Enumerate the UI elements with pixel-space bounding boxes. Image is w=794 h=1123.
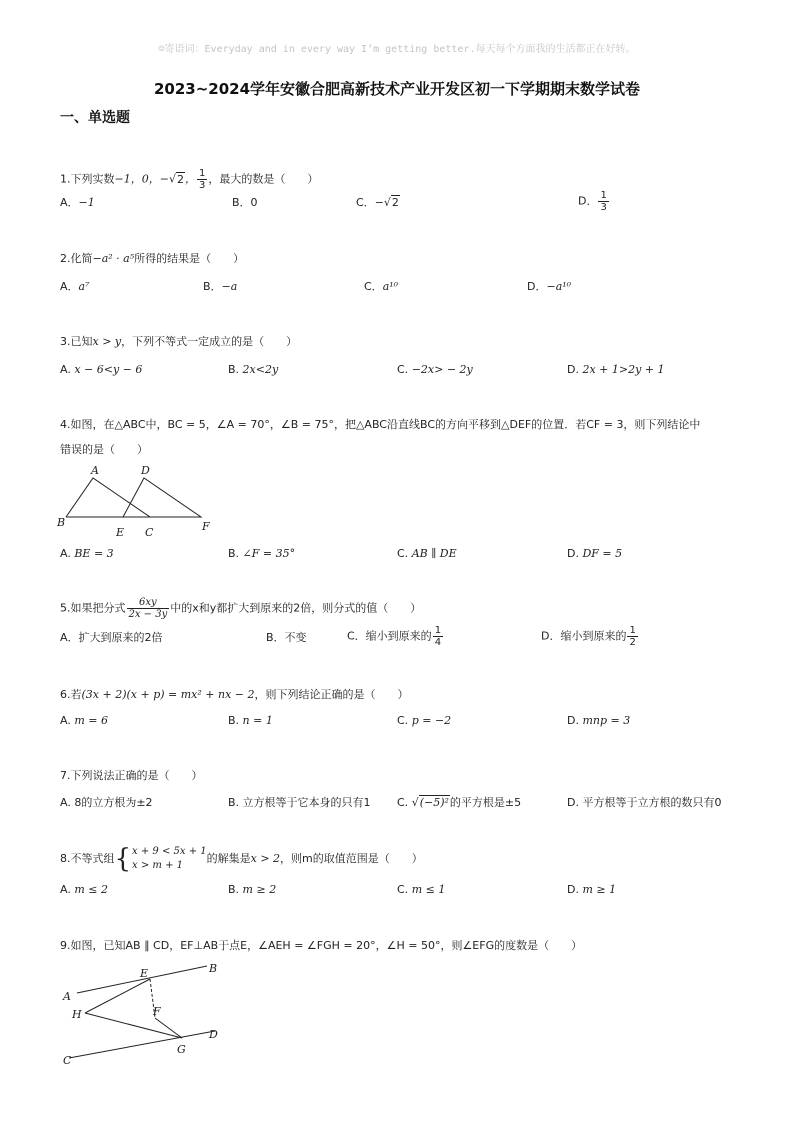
option-label: C．	[364, 280, 383, 293]
option-d[interactable]	[567, 714, 630, 728]
option-a[interactable]	[60, 796, 153, 810]
option-value: m ≤ 1	[411, 883, 446, 896]
option-label: D.	[567, 883, 583, 896]
fraction	[433, 625, 443, 648]
question-text: 所得的结果是（ ）	[134, 252, 245, 265]
option-a[interactable]	[60, 631, 163, 645]
option-value: ∠F = 35°	[242, 547, 296, 560]
option-label: D. 平方根等于立方根的数只有0	[567, 796, 722, 809]
figure-label-a: A	[91, 464, 99, 477]
fraction-numerator: 1	[434, 625, 442, 636]
triangle-translation-figure	[52, 460, 222, 542]
option-d[interactable]	[567, 796, 721, 810]
question-text: 下列实数	[70, 172, 115, 186]
option-value: 2x + 1>2y + 1	[582, 363, 665, 376]
question-text: 6.若	[60, 688, 82, 701]
option-label: C.	[397, 883, 412, 896]
option-b[interactable]	[266, 631, 307, 645]
math-expression: (3x + 2)(x + p) = mx² + nx − 2	[81, 688, 255, 701]
option-label: D．	[527, 280, 547, 293]
watermark-text: ☺寄语词：Everyday and in every way I’m getting better.每天每个方面我的生活都正在好转。	[158, 44, 636, 55]
option-b[interactable]	[228, 796, 371, 810]
fraction-denominator: 3	[198, 180, 206, 191]
sqrt-symbol: √	[168, 172, 176, 186]
option-a[interactable]	[60, 547, 114, 561]
option-c[interactable]	[397, 714, 451, 728]
line-cd	[69, 1031, 215, 1058]
question-number: 1.	[60, 172, 71, 186]
figure-label-d: D	[141, 464, 150, 477]
question-6	[60, 688, 409, 702]
question-5	[60, 597, 421, 620]
option-d[interactable]	[541, 625, 639, 648]
fraction-numerator: 1	[629, 625, 636, 636]
option-value: n = 1	[242, 714, 273, 727]
inequality-line-2: x > m + 1	[132, 860, 184, 871]
option-label: D．缩小到原来的	[541, 629, 627, 643]
option-label: B.	[228, 547, 243, 560]
option-value: a¹⁰	[382, 280, 399, 293]
figure-label-c: C	[145, 526, 154, 539]
option-value: DF = 5	[582, 547, 623, 560]
fraction	[598, 190, 608, 213]
sqrt-symbol: √	[411, 796, 419, 809]
fraction	[197, 168, 207, 191]
option-label: D．	[578, 194, 598, 208]
sqrt-symbol: √	[383, 196, 391, 209]
figure-label-f: F	[202, 520, 210, 533]
option-label: A.	[60, 547, 75, 560]
option-a[interactable]	[60, 883, 108, 897]
parallel-lines-figure	[55, 958, 235, 1070]
option-value: m ≥ 1	[582, 883, 617, 896]
inequality-line-1: x + 9 < 5x + 1	[132, 846, 207, 857]
option-value: −1	[78, 196, 95, 209]
option-c[interactable]	[397, 796, 521, 810]
figure-label-g: G	[177, 1043, 186, 1056]
option-a[interactable]	[60, 714, 108, 728]
option-value: m ≤ 2	[74, 883, 108, 896]
question-4-line-2: 错误的是（ ）	[60, 443, 148, 456]
option-value: a⁷	[78, 280, 90, 293]
option-label: D.	[567, 714, 583, 727]
option-label: B．不变	[266, 631, 307, 644]
option-label: C.	[397, 547, 412, 560]
option-b[interactable]	[228, 883, 276, 897]
minus-sign: −	[374, 196, 384, 209]
question-text: ，则下列结论正确的是（ ）	[254, 688, 409, 701]
option-label: A.	[60, 363, 75, 376]
question-text: 中的x和y都扩大到原来的2倍，则分式的值（ ）	[170, 601, 422, 615]
figure-label-a: A	[63, 990, 71, 1003]
option-value: BE = 3	[74, 547, 114, 560]
fraction-numerator: 1	[600, 190, 607, 201]
option-label: A.	[60, 883, 75, 896]
radicand: (−5)²	[419, 796, 449, 809]
option-label: C．缩小到原来的	[347, 629, 432, 643]
option-c[interactable]	[397, 363, 473, 377]
figure-label-e: E	[140, 967, 149, 980]
figure-label-b: B	[57, 516, 66, 529]
option-value: −2x> − 2y	[411, 363, 473, 376]
option-label: A．	[60, 280, 79, 293]
question-8	[60, 845, 423, 873]
question-7: 7.下列说法正确的是（ ）	[60, 769, 203, 782]
option-a[interactable]	[60, 363, 142, 377]
option-label: B.	[228, 714, 243, 727]
triangle-def	[123, 478, 201, 517]
option-c[interactable]	[397, 883, 445, 897]
fraction-denominator: 2	[629, 637, 636, 648]
question-text: 的解集是	[206, 852, 251, 865]
option-label: A．扩大到原来的2倍	[60, 631, 163, 644]
option-label: D.	[567, 363, 583, 376]
figure-label-f: F	[153, 1005, 161, 1018]
option-a[interactable]	[60, 196, 95, 210]
option-d[interactable]	[578, 190, 610, 213]
figure-label-e: E	[116, 526, 125, 539]
option-label: C.	[397, 363, 412, 376]
math-expression: −a² · a⁵	[92, 252, 135, 265]
option-label: C.	[397, 796, 412, 809]
fraction	[627, 625, 637, 648]
option-d[interactable]	[567, 547, 622, 561]
figure-label-b: B	[209, 962, 218, 975]
system-brace: {	[114, 844, 132, 874]
question-text: ，则m的取值范围是（ ）	[280, 852, 423, 865]
math-values: −1，0，	[114, 172, 160, 186]
fraction	[127, 597, 170, 620]
option-b[interactable]	[228, 714, 273, 728]
question-text: ，下列不等式一定成立的是（ ）	[121, 335, 298, 348]
option-label: A.	[60, 714, 75, 727]
option-d[interactable]	[527, 280, 571, 294]
option-b[interactable]	[228, 547, 295, 561]
option-label: D.	[567, 547, 583, 560]
option-text: 的平方根是±5	[449, 796, 522, 809]
question-4-line-1: 4.如图，在△ABC中，BC = 5，∠A = 70°，∠B = 75°，把△ABC沿直线BC的方向平移到△DEF的位置．若CF = 3，则下列结论中	[60, 418, 701, 431]
option-c[interactable]	[356, 196, 400, 210]
math-expression: x > 2	[250, 852, 281, 865]
option-c[interactable]	[397, 547, 457, 561]
question-text: 3.已知	[60, 335, 93, 348]
triangle-abc	[66, 478, 150, 517]
option-c[interactable]	[347, 625, 444, 648]
fraction-denominator: 4	[434, 637, 442, 648]
inequality-system	[132, 845, 207, 873]
option-label: C.	[397, 714, 412, 727]
question-3	[60, 335, 297, 349]
minus-sign: −	[159, 172, 169, 186]
option-label: B.	[228, 883, 243, 896]
option-c[interactable]	[364, 280, 398, 294]
question-2	[60, 252, 244, 266]
fraction-numerator: 6xy	[127, 597, 170, 609]
option-value: −a¹⁰	[546, 280, 572, 293]
option-value: mnp = 3	[582, 714, 631, 727]
fraction-denominator: 3	[600, 202, 607, 213]
segment-hg	[85, 1013, 182, 1038]
question-text: ，最大的数是（ ）	[208, 172, 319, 186]
radicand: 2	[391, 196, 399, 209]
option-b[interactable]	[203, 280, 237, 294]
section-heading: 一、单选题	[60, 110, 130, 126]
option-value: x − 6<y − 6	[74, 363, 143, 376]
question-text: 5.如果把分式	[60, 601, 126, 615]
figure-label-h: H	[72, 1008, 82, 1021]
option-value: m ≥ 2	[242, 883, 277, 896]
option-label: B．0	[232, 196, 258, 209]
option-value: −a	[221, 280, 238, 293]
question-1: 1.下列实数−1，0，−√2， $\frac{1}{3}$ ，最大的数是（ ）	[60, 168, 319, 191]
option-d[interactable]	[567, 883, 616, 897]
option-label: C．	[356, 196, 375, 209]
option-value: m = 6	[74, 714, 108, 727]
option-value: p = −2	[411, 714, 452, 727]
exam-title: 2023~2024学年安徽合肥高新技术产业开发区初一下学期期末数学试卷	[153, 80, 641, 98]
option-label: A. 8的立方根为±2	[60, 796, 153, 809]
option-label: B. 立方根等于它本身的只有1	[228, 796, 371, 809]
radicand: 2	[176, 172, 184, 186]
option-label: B．	[203, 280, 222, 293]
figure-label-d: D	[209, 1028, 218, 1041]
option-label: B.	[228, 363, 243, 376]
option-a[interactable]	[60, 280, 90, 294]
option-label: A．	[60, 196, 79, 209]
question-text: 2.化简	[60, 252, 93, 265]
option-value: AB ∥ DE	[411, 547, 457, 560]
option-value: 2x<2y	[242, 363, 279, 376]
option-b[interactable]	[228, 363, 278, 377]
question-text: 8.不等式组	[60, 852, 115, 865]
fraction-denominator: 2x − 3y	[128, 609, 168, 620]
question-9: 9.如图，已知AB ∥ CD，EF⊥AB于点E，∠AEH = ∠FGH = 20°，∠H = 50°，则∠EFG的度数是（ ）	[60, 939, 583, 952]
option-b[interactable]	[232, 196, 258, 210]
figure-label-c: C	[63, 1054, 72, 1067]
math-expression: x > y	[92, 335, 122, 348]
fraction-numerator: 1	[198, 168, 206, 179]
option-d[interactable]	[567, 363, 665, 377]
